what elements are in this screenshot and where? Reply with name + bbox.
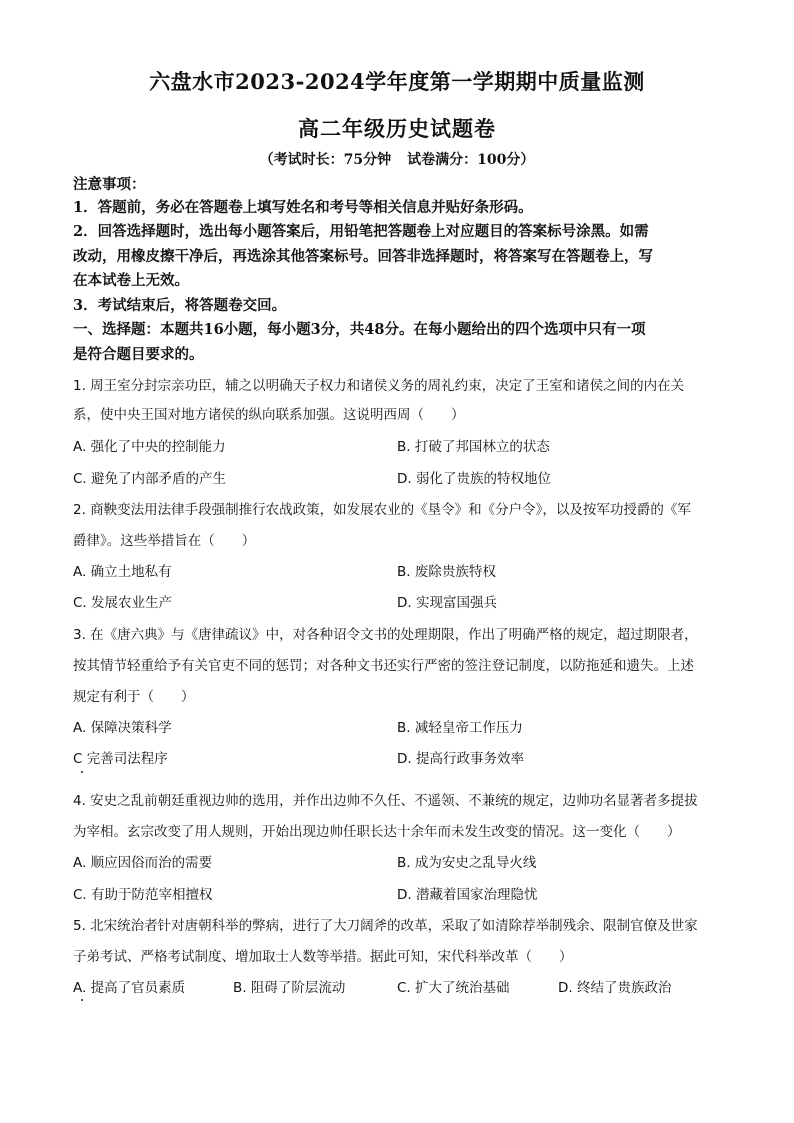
question-stem: 子弟考试、严格考试制度、增加取士人数等举措。据此可知，宋代科举改革（ ） — [73, 949, 573, 965]
option-a: A. 提高了官员素质 — [73, 980, 186, 996]
option-d: D. 弱化了贵族的特权地位 — [397, 471, 551, 487]
option-b: B. 废除贵族特权 — [397, 564, 496, 580]
question-stem: 按其情节轻重给予有关官吏不同的惩罚；对各种文书还实行严密的签注登记制度，以防拖延和遗失。上述 — [73, 658, 694, 674]
exam-title: 六盘水市2023-2024学年度第一学期期中质量监测 — [149, 69, 645, 94]
option-c: C. 发展农业生产 — [73, 595, 173, 611]
option-a: A. 保障决策科学 — [73, 720, 172, 736]
full-score: 试卷满分：100分） — [407, 152, 535, 168]
notice-item: 1．答题前，务必在答题卷上填写姓名和考号等相关信息并贴好条形码。 — [73, 199, 533, 216]
option-b: B. 减轻皇帝工作压力 — [397, 720, 523, 736]
question-stem: 3. 在《唐六典》与《唐律疏议》中，对各种诏令文书的处理期限，作出了明确严格的规定，超过期限者， — [73, 627, 698, 643]
option-a: A. 强化了中央的控制能力 — [73, 439, 226, 455]
notice-heading: 注意事项： — [73, 176, 146, 193]
exam-subtitle: 高二年级历史试题卷 — [298, 116, 496, 141]
question-stem: 5. 北宋统治者针对唐朝科举的弊病，进行了大刀阔斧的改革，采取了如清除荐举制残余、限制官僚及世家 — [73, 918, 698, 934]
question-stem: 为宰相。玄宗改变了用人规则，开始出现边帅任职长达十余年而未发生改变的情况。这一变化（ ） — [73, 824, 681, 840]
option-c: C 完善司法程序 — [73, 751, 168, 767]
scan-speck — [81, 771, 83, 773]
option-c: C. 扩大了统治基础 — [397, 980, 510, 996]
exam-info — [0, 149, 794, 169]
notice-item: 2．回答选择题时，选出每小题答案后，用铅笔把答题卷上对应题目的答案标号涂黑。如需 — [73, 223, 649, 240]
question-stem: 系，使中央王国对地方诸侯的纵向联系加强。这说明西周（ ） — [73, 407, 465, 423]
option-b: B. 打破了邦国林立的状态 — [397, 439, 550, 455]
section-heading: 一、选择题：本题共16小题，每小题3分，共48分。在每小题给出的四个选项中只有一项 — [73, 321, 646, 338]
question-stem: 4. 安史之乱前朝廷重视边帅的选用，并作出边帅不久任、不遥领、不兼统的规定，边帅功名显著者多提拔 — [73, 793, 698, 809]
option-b: B. 阻碍了阶层流动 — [233, 980, 346, 996]
option-a: A. 确立土地私有 — [73, 564, 172, 580]
scan-speck — [81, 999, 83, 1001]
section-heading-cont: 是符合题目要求的。 — [73, 346, 204, 363]
notice-item: 在本试卷上无效。 — [73, 272, 189, 289]
question-stem: 规定有利于（ ） — [73, 689, 195, 705]
option-d: D. 潜藏着国家治理隐忧 — [397, 887, 538, 903]
notice-item: 改动，用橡皮擦干净后，再选涂其他答案标号。回答非选择题时，将答案写在答题卷上，写 — [73, 248, 653, 265]
option-d: D. 终结了贵族政治 — [558, 980, 672, 996]
option-d: D. 实现富国强兵 — [397, 595, 497, 611]
question-stem: 2. 商鞅变法用法律手段强制推行农战政策，如发展农业的《垦令》和《分户令》，以及按军功授爵的《军 — [73, 502, 691, 518]
option-c: C. 有助于防范宰相擅权 — [73, 887, 213, 903]
option-b: B. 成为安史之乱导火线 — [397, 855, 537, 871]
question-stem: 1. 周王室分封宗亲功臣，辅之以明确天子权力和诸侯义务的周礼约束，决定了王室和诸侯之间的内在关 — [73, 378, 685, 394]
question-stem: 爵律》。这些举措旨在（ ） — [73, 533, 256, 549]
notice-item: 3．考试结束后，将答题卷交回。 — [73, 297, 287, 314]
option-a: A. 顺应因俗而治的需要 — [73, 855, 213, 871]
option-c: C. 避免了内部矛盾的产生 — [73, 471, 227, 487]
exam-time: （考试时长：75分钟 — [259, 152, 392, 168]
option-d: D. 提高行政事务效率 — [397, 751, 524, 767]
